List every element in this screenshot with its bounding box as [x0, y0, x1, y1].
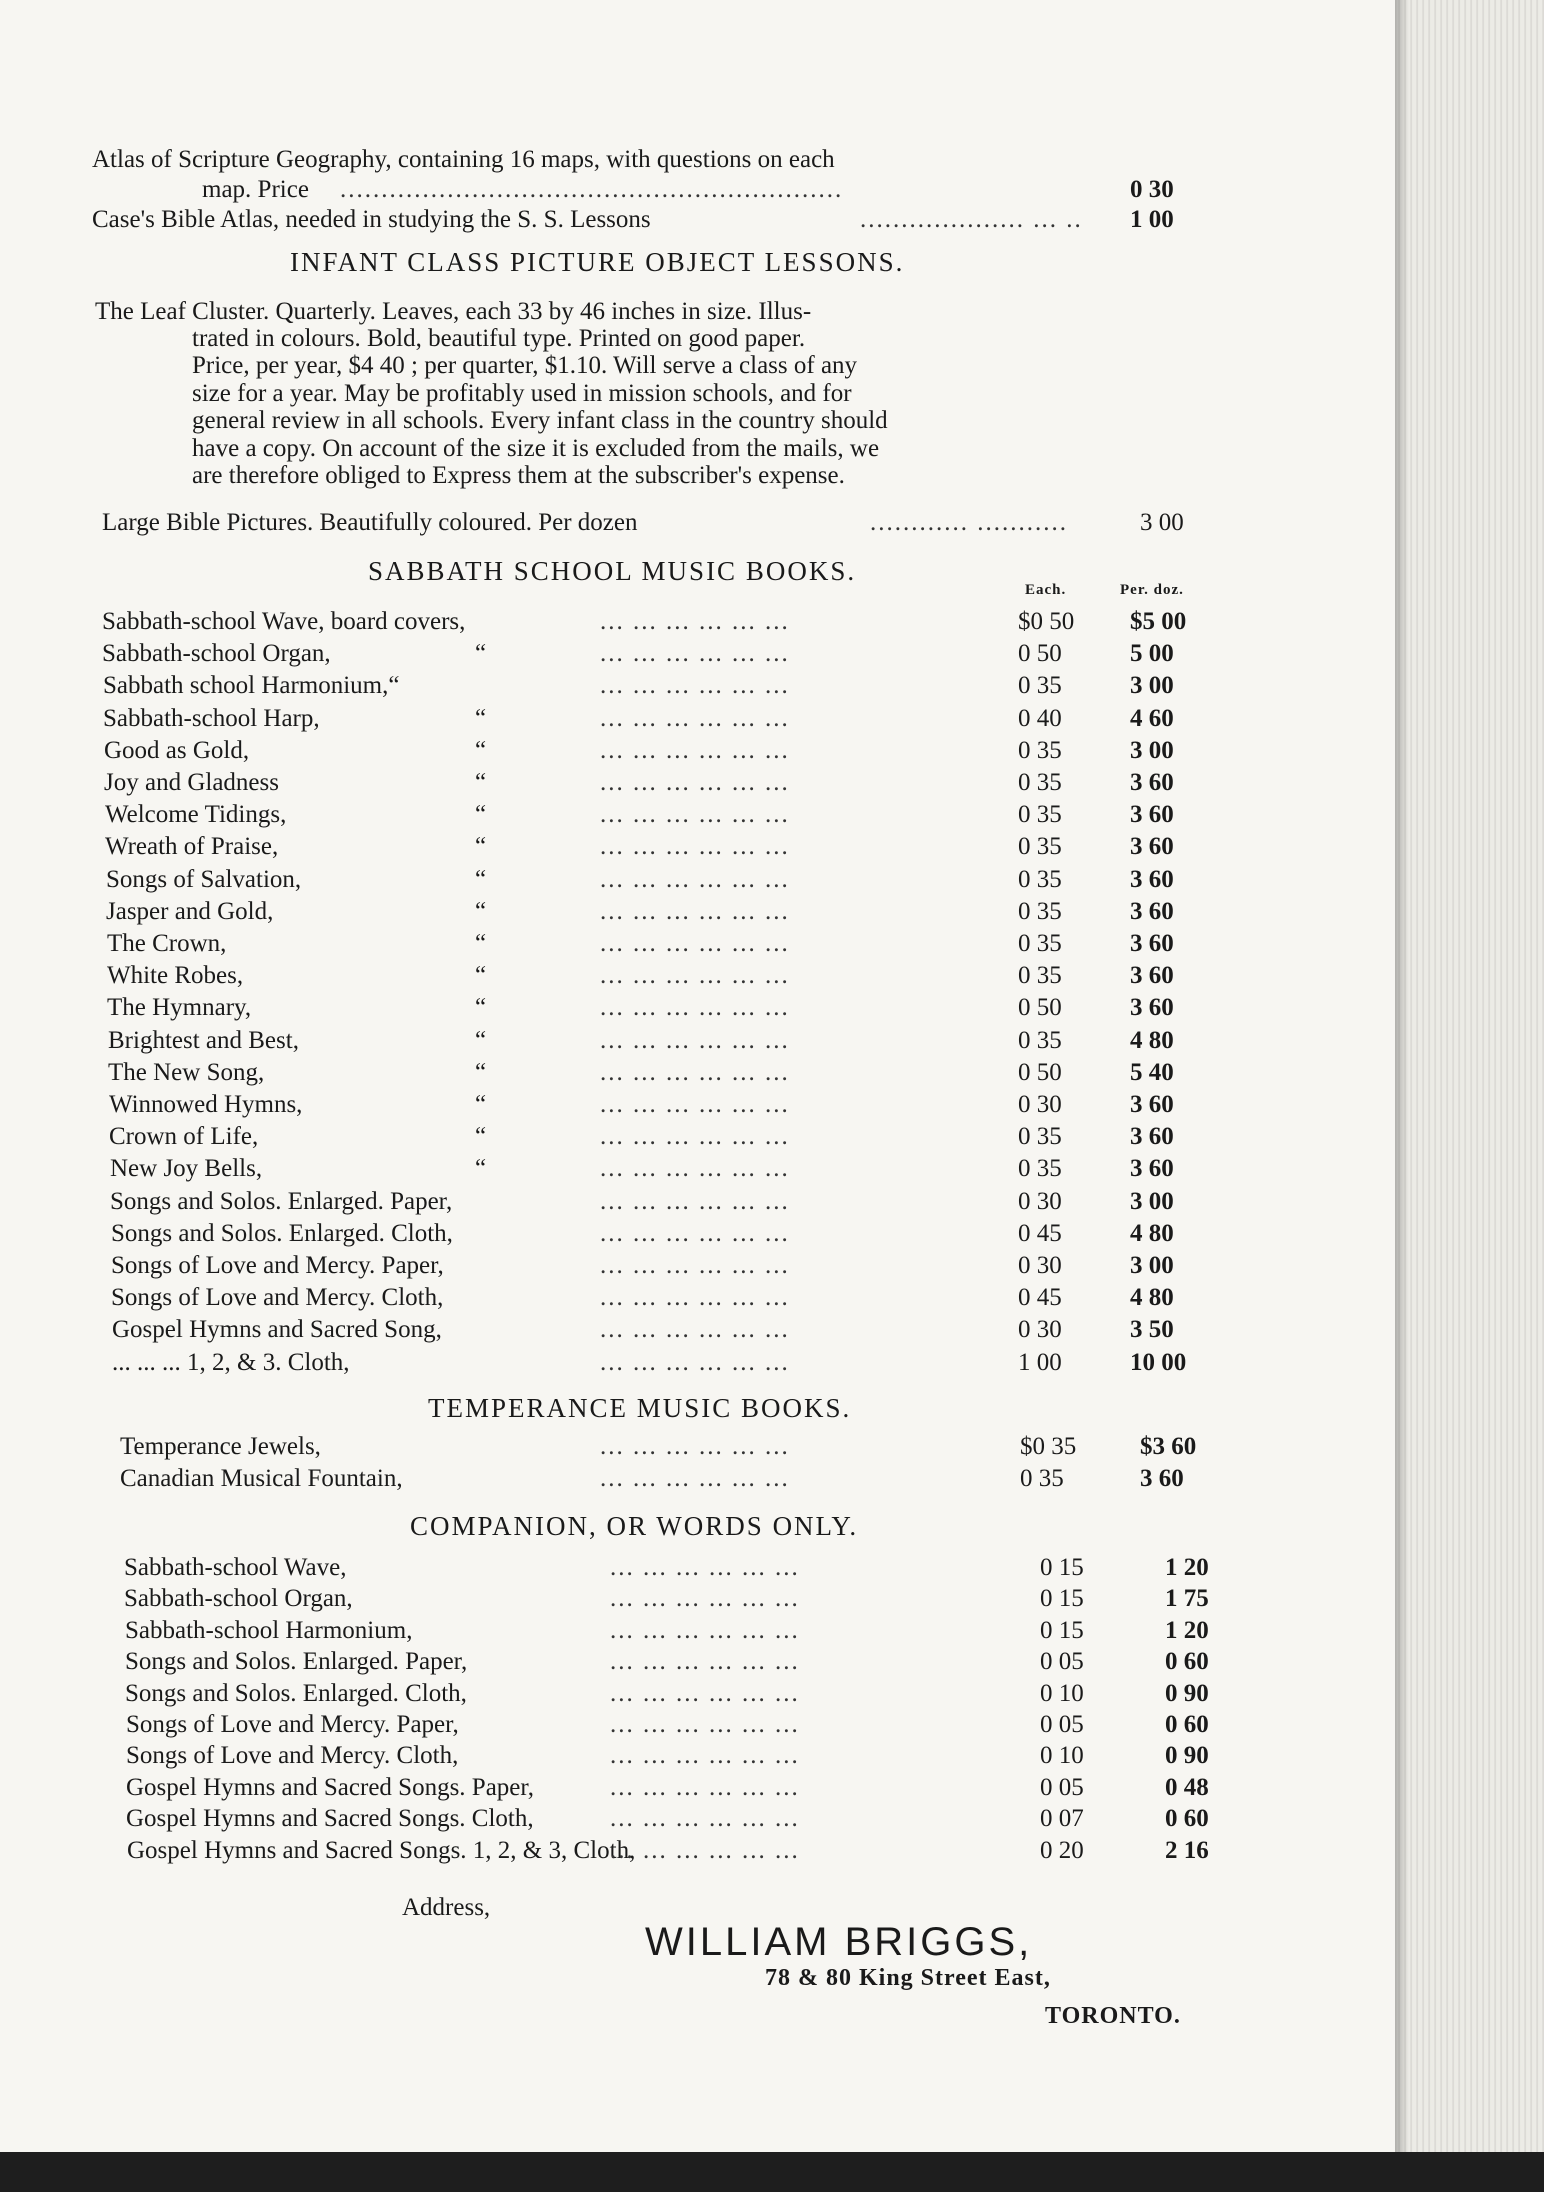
- item-name: Songs and Solos. Enlarged. Cloth,: [111, 1219, 453, 1247]
- sabbath-item-row: [0, 671, 1300, 701]
- item-name: Songs and Solos. Enlarged. Paper,: [110, 1187, 453, 1215]
- price-each: 0 35: [1018, 801, 1062, 829]
- infant-line-1: The Leaf Cluster. Quarterly. Leaves, each 33 by 46 inches in size. Illus-: [95, 298, 812, 325]
- sabbath-item-row: [0, 961, 1300, 991]
- sabbath-item-row: [0, 832, 1300, 862]
- price-per-dozen: 4 80: [1130, 1026, 1174, 1054]
- price-per-dozen: 3 00: [1130, 736, 1174, 764]
- item-name: Canadian Musical Fountain,: [120, 1465, 403, 1492]
- sabbath-item-row: [0, 1348, 1300, 1378]
- item-leaders: ... ... ... ... ... ...: [610, 1773, 800, 1801]
- sabbath-item-row: [0, 1154, 1300, 1184]
- price-per-dozen: 3 50: [1130, 1316, 1174, 1344]
- col-each-header: Each.: [1025, 582, 1067, 598]
- sabbath-item-row: [0, 1219, 1300, 1249]
- price-per-dozen: 3 60: [1130, 994, 1174, 1022]
- ditto-mark: “: [475, 801, 487, 829]
- price-per-dozen: 0 90: [1165, 1679, 1209, 1707]
- item-name: Sabbath-school Harmonium,: [125, 1616, 413, 1644]
- atlas-line-2: [0, 175, 1300, 205]
- price-per-dozen: 3 60: [1130, 962, 1174, 990]
- item-leaders: ... ... ... ... ... ...: [600, 930, 790, 957]
- companion-item-row: [0, 1553, 1300, 1583]
- item-name: Sabbath-school Organ,: [102, 640, 331, 668]
- price-each: 0 15: [1040, 1554, 1084, 1581]
- item-leaders: ... ... ... ... ... ...: [600, 736, 790, 764]
- item-name: Gospel Hymns and Sacred Songs. Paper,: [126, 1773, 534, 1801]
- price-each: 0 45: [1018, 1219, 1062, 1247]
- item-name: The Hymnary,: [107, 994, 252, 1022]
- item-name: ... ... ... 1, 2, & 3. Cloth,: [112, 1348, 350, 1376]
- sabbath-item-row: [0, 1026, 1300, 1056]
- sabbath-item-row: [0, 639, 1300, 669]
- price-each: 0 35: [1018, 736, 1062, 764]
- price-each: 0 10: [1040, 1679, 1084, 1707]
- sabbath-item-row: [0, 1058, 1300, 1088]
- price-each: 0 40: [1018, 704, 1062, 732]
- ditto-mark: “: [475, 769, 487, 796]
- item-name: New Joy Bells,: [110, 1155, 263, 1183]
- ditto-mark: “: [475, 1026, 487, 1054]
- atlas-price: 0 30: [1130, 176, 1174, 203]
- price-per-dozen: 3 60: [1140, 1465, 1184, 1492]
- price-per-dozen: 0 90: [1165, 1742, 1209, 1770]
- price-each: 0 30: [1018, 1187, 1062, 1215]
- item-leaders: ... ... ... ... ... ...: [610, 1805, 800, 1833]
- price-each: 0 50: [1018, 994, 1062, 1022]
- item-leaders: ... ... ... ... ... ...: [600, 1252, 790, 1279]
- item-name: Brightest and Best,: [108, 1026, 299, 1054]
- sabbath-item-row: [0, 800, 1300, 830]
- publisher-street: 78 & 80 King Street East,: [765, 1965, 1051, 1991]
- price-per-dozen: 3 60: [1130, 897, 1174, 925]
- price-per-dozen: 5 00: [1130, 640, 1174, 668]
- item-name: Joy and Gladness: [104, 769, 279, 796]
- price-each: 0 35: [1018, 1026, 1062, 1054]
- infant-line-2: trated in colours. Bold, beautiful type. Printed on good paper.: [192, 325, 806, 352]
- price-each: 0 15: [1040, 1585, 1084, 1613]
- item-leaders: ... ... ... ... ... ...: [600, 865, 790, 893]
- publisher-name: WILLIAM BRIGGS,: [645, 1920, 1033, 1964]
- col-doz-header: Per. doz.: [1120, 582, 1184, 598]
- companion-heading: COMPANION, OR WORDS ONLY.: [410, 1511, 859, 1541]
- sabbath-item-row: [0, 929, 1300, 959]
- price-per-dozen: 2 16: [1165, 1836, 1209, 1864]
- infant-line-5: general review in all schools. Every infant class in the country should: [192, 407, 888, 434]
- price-per-dozen: 4 80: [1130, 1284, 1174, 1312]
- companion-item-row: [0, 1804, 1300, 1834]
- price-each: 0 35: [1018, 930, 1062, 957]
- item-name: Songs of Love and Mercy. Cloth,: [111, 1284, 444, 1312]
- item-name: Gospel Hymns and Sacred Songs. Cloth,: [126, 1805, 534, 1833]
- large-pictures-price: 3 00: [1140, 509, 1184, 536]
- infant-line-4: size for a year. May be profitably used in mission schools, and for: [192, 380, 852, 407]
- atlas-price-label: map. Price: [202, 176, 309, 203]
- price-each: 0 05: [1040, 1648, 1084, 1676]
- price-per-dozen: 4 80: [1130, 1219, 1174, 1247]
- sabbath-heading: SABBATH SCHOOL MUSIC BOOKS.: [368, 556, 857, 586]
- price-per-dozen: 10 00: [1130, 1348, 1187, 1376]
- item-leaders: ... ... ... ... ... ...: [600, 1219, 790, 1247]
- companion-item-row: [0, 1741, 1300, 1771]
- sabbath-item-row: [0, 1090, 1300, 1120]
- price-per-dozen: 1 20: [1165, 1554, 1209, 1581]
- item-leaders: ... ... ... ... ... ...: [600, 1026, 790, 1054]
- sabbath-item-row: [0, 897, 1300, 927]
- item-leaders: ... ... ... ... ... ...: [600, 608, 790, 635]
- item-leaders: ... ... ... ... ... ...: [610, 1742, 800, 1770]
- item-name: Welcome Tidings,: [105, 801, 287, 829]
- price-per-dozen: 3 60: [1130, 1123, 1174, 1151]
- item-leaders: ... ... ... ... ... ...: [610, 1711, 800, 1738]
- item-leaders: ... ... ... ... ... ...: [600, 1155, 790, 1183]
- price-each: 0 35: [1018, 1155, 1062, 1183]
- price-each: 0 05: [1040, 1773, 1084, 1801]
- ditto-mark: “: [475, 865, 487, 893]
- price-per-dozen: 3 00: [1130, 1252, 1174, 1279]
- price-per-dozen: 3 60: [1130, 769, 1174, 796]
- price-each: 0 07: [1040, 1805, 1084, 1833]
- price-per-dozen: 4 60: [1130, 704, 1174, 732]
- price-each: $0 50: [1018, 608, 1075, 635]
- price-per-dozen: $5 00: [1130, 608, 1187, 635]
- sabbath-item-row: [0, 607, 1300, 637]
- item-leaders: ... ... ... ... ... ...: [610, 1616, 800, 1644]
- price-per-dozen: 3 60: [1130, 930, 1174, 957]
- companion-item-row: [0, 1616, 1300, 1646]
- page-edges: [1395, 0, 1544, 2192]
- item-leaders: ... ... ... ... ... ...: [600, 1187, 790, 1215]
- companion-item-row: [0, 1836, 1300, 1866]
- item-leaders: ... ... ... ... ... ...: [600, 1433, 790, 1460]
- sabbath-item-row: [0, 1251, 1300, 1281]
- price-each: 0 15: [1040, 1616, 1084, 1644]
- sabbath-item-row: [0, 1122, 1300, 1152]
- price-each: 0 30: [1018, 1316, 1062, 1344]
- price-per-dozen: 3 60: [1130, 833, 1174, 861]
- atlas-line-1: [0, 145, 1300, 175]
- item-name: Songs of Salvation,: [106, 865, 302, 893]
- ditto-mark: “: [475, 1155, 487, 1183]
- item-leaders: ... ... ... ... ... ...: [610, 1554, 800, 1581]
- ditto-mark: “: [475, 833, 487, 861]
- ditto-mark: “: [475, 1123, 487, 1151]
- item-leaders: ... ... ... ... ... ...: [610, 1648, 800, 1676]
- page-edge-shadow: [1395, 0, 1409, 2192]
- item-name: The New Song,: [108, 1058, 265, 1086]
- price-per-dozen: 1 75: [1165, 1585, 1209, 1613]
- item-name: Sabbath-school Organ,: [124, 1585, 353, 1613]
- item-name: Winnowed Hymns,: [109, 1091, 303, 1118]
- item-leaders: ... ... ... ... ... ...: [600, 1316, 790, 1344]
- infant-line-7: are therefore obliged to Express them at the subscriber's expense.: [192, 462, 845, 489]
- item-name: Sabbath-school Harp,: [103, 704, 320, 732]
- item-leaders: ... ... ... ... ... ...: [600, 1123, 790, 1151]
- item-leaders: ... ... ... ... ... ...: [600, 1465, 790, 1492]
- large-pictures-leaders: ............ ...........: [870, 509, 1068, 536]
- case-atlas-row: [0, 205, 1300, 235]
- price-each: 0 35: [1018, 962, 1062, 990]
- sabbath-item-row: [0, 704, 1300, 734]
- item-leaders: ... ... ... ... ... ...: [600, 1091, 790, 1118]
- item-name: Songs and Solos. Enlarged. Cloth,: [125, 1679, 467, 1707]
- price-per-dozen: 5 40: [1130, 1058, 1174, 1086]
- infant-heading: INFANT CLASS PICTURE OBJECT LESSONS.: [290, 247, 905, 277]
- item-leaders: ... ... ... ... ... ...: [600, 833, 790, 861]
- item-leaders: ... ... ... ... ... ...: [600, 640, 790, 668]
- companion-item-row: [0, 1773, 1300, 1803]
- price-each: 0 35: [1018, 865, 1062, 893]
- price-each: 0 20: [1040, 1836, 1084, 1864]
- sabbath-item-row: [0, 865, 1300, 895]
- price-each: 0 35: [1018, 833, 1062, 861]
- price-each: 0 30: [1018, 1252, 1062, 1279]
- item-leaders: ... ... ... ... ... ...: [600, 1058, 790, 1086]
- price-each: 1 00: [1018, 1348, 1062, 1376]
- item-leaders: ... ... ... ... ... ...: [600, 769, 790, 796]
- price-per-dozen: 0 60: [1165, 1805, 1209, 1833]
- temperance-heading: TEMPERANCE MUSIC BOOKS.: [428, 1393, 852, 1423]
- price-per-dozen: 0 60: [1165, 1648, 1209, 1676]
- ditto-mark: “: [475, 930, 487, 957]
- price-each: 0 35: [1018, 672, 1062, 700]
- price-each: 0 35: [1018, 897, 1062, 925]
- ditto-mark: “: [475, 897, 487, 925]
- ditto-mark: “: [475, 704, 487, 732]
- case-atlas-leaders: .................... ... ..: [860, 206, 1083, 233]
- ditto-mark: “: [475, 994, 487, 1022]
- price-each: 0 45: [1018, 1284, 1062, 1312]
- price-each: 0 10: [1040, 1742, 1084, 1770]
- price-per-dozen: $3 60: [1140, 1433, 1197, 1460]
- price-each: 0 35: [1018, 1123, 1062, 1151]
- companion-item-row: [0, 1647, 1300, 1677]
- item-name: Songs of Love and Mercy. Cloth,: [126, 1742, 459, 1770]
- atlas-title: Atlas of Scripture Geography, containing 16 maps, with questions on each: [92, 146, 835, 173]
- item-leaders: ... ... ... ... ... ...: [600, 1284, 790, 1312]
- price-per-dozen: 3 60: [1130, 1155, 1174, 1183]
- companion-item-row: [0, 1710, 1300, 1740]
- price-each: 0 35: [1018, 769, 1062, 796]
- item-name: Good as Gold,: [104, 736, 250, 764]
- price-per-dozen: 0 60: [1165, 1711, 1209, 1738]
- price-per-dozen: 3 60: [1130, 1091, 1174, 1118]
- companion-item-row: [0, 1679, 1300, 1709]
- price-each: 0 50: [1018, 1058, 1062, 1086]
- sabbath-item-row: [0, 1283, 1300, 1313]
- item-leaders: ... ... ... ... ... ...: [610, 1679, 800, 1707]
- price-each: 0 35: [1020, 1465, 1064, 1492]
- price-per-dozen: 3 60: [1130, 865, 1174, 893]
- large-pictures-row: [0, 508, 1300, 538]
- item-name: Sabbath-school Wave,: [124, 1554, 347, 1581]
- item-name: Wreath of Praise,: [105, 833, 279, 861]
- sabbath-item-row: [0, 1315, 1300, 1345]
- ditto-mark: “: [475, 962, 487, 990]
- price-each: 0 05: [1040, 1711, 1084, 1738]
- item-name: Sabbath-school Wave, board covers,: [102, 608, 466, 635]
- price-per-dozen: 3 00: [1130, 1187, 1174, 1215]
- atlas-leaders: .............................................................: [340, 176, 844, 203]
- ditto-mark: “: [475, 1091, 487, 1118]
- item-name: Gospel Hymns and Sacred Songs. 1, 2, & 3, Cloth,: [127, 1836, 636, 1864]
- item-leaders: ... ... ... ... ... ...: [600, 672, 790, 700]
- case-atlas-price: 1 00: [1130, 206, 1174, 233]
- item-name: Sabbath school Harmonium,“: [103, 672, 400, 700]
- item-leaders: ... ... ... ... ... ...: [600, 801, 790, 829]
- temperance-item-row: [0, 1432, 1300, 1462]
- price-per-dozen: 1 20: [1165, 1616, 1209, 1644]
- price-each: 0 30: [1018, 1091, 1062, 1118]
- item-leaders: ... ... ... ... ... ...: [610, 1585, 800, 1613]
- sabbath-item-row: [0, 1187, 1300, 1217]
- price-per-dozen: 3 00: [1130, 672, 1174, 700]
- sabbath-item-row: [0, 768, 1300, 798]
- item-leaders: ... ... ... ... ... ...: [600, 994, 790, 1022]
- infant-line-3: Price, per year, $4 40 ; per quarter, $1.10. Will serve a class of any: [192, 352, 858, 379]
- price-per-dozen: 0 48: [1165, 1773, 1209, 1801]
- item-name: Songs of Love and Mercy. Paper,: [126, 1711, 459, 1738]
- address-label: Address,: [402, 1894, 491, 1921]
- bottom-shadow: [0, 2152, 1544, 2192]
- companion-item-row: [0, 1584, 1300, 1614]
- item-leaders: ... ... ... ... ... ...: [600, 962, 790, 990]
- price-per-dozen: 3 60: [1130, 801, 1174, 829]
- ditto-mark: “: [475, 736, 487, 764]
- item-name: Temperance Jewels,: [120, 1433, 321, 1460]
- item-name: Gospel Hymns and Sacred Song,: [112, 1316, 442, 1344]
- item-name: The Crown,: [107, 930, 227, 957]
- item-name: Songs of Love and Mercy. Paper,: [111, 1252, 444, 1279]
- item-leaders: ... ... ... ... ... ...: [600, 897, 790, 925]
- item-leaders: ... ... ... ... ... ...: [600, 1348, 790, 1376]
- item-name: Songs and Solos. Enlarged. Paper,: [125, 1648, 468, 1676]
- case-atlas-label: Case's Bible Atlas, needed in studying the S. S. Lessons: [92, 206, 651, 233]
- item-leaders: ... ... ... ... ... ...: [610, 1836, 800, 1864]
- ditto-mark: “: [475, 1058, 487, 1086]
- item-name: Jasper and Gold,: [106, 897, 274, 925]
- price-each: 0 50: [1018, 640, 1062, 668]
- infant-line-6: have a copy. On account of the size it is excluded from the mails, we: [192, 435, 880, 462]
- sabbath-item-row: [0, 993, 1300, 1023]
- item-leaders: ... ... ... ... ... ...: [600, 704, 790, 732]
- ditto-mark: “: [475, 640, 487, 668]
- temperance-item-row: [0, 1464, 1300, 1494]
- item-name: White Robes,: [107, 962, 244, 990]
- publisher-city: TORONTO.: [1045, 2003, 1181, 2029]
- sabbath-item-row: [0, 736, 1300, 766]
- item-name: Crown of Life,: [109, 1123, 259, 1151]
- large-pictures-label: Large Bible Pictures. Beautifully coloured. Per dozen: [102, 509, 638, 536]
- price-each: $0 35: [1020, 1433, 1077, 1460]
